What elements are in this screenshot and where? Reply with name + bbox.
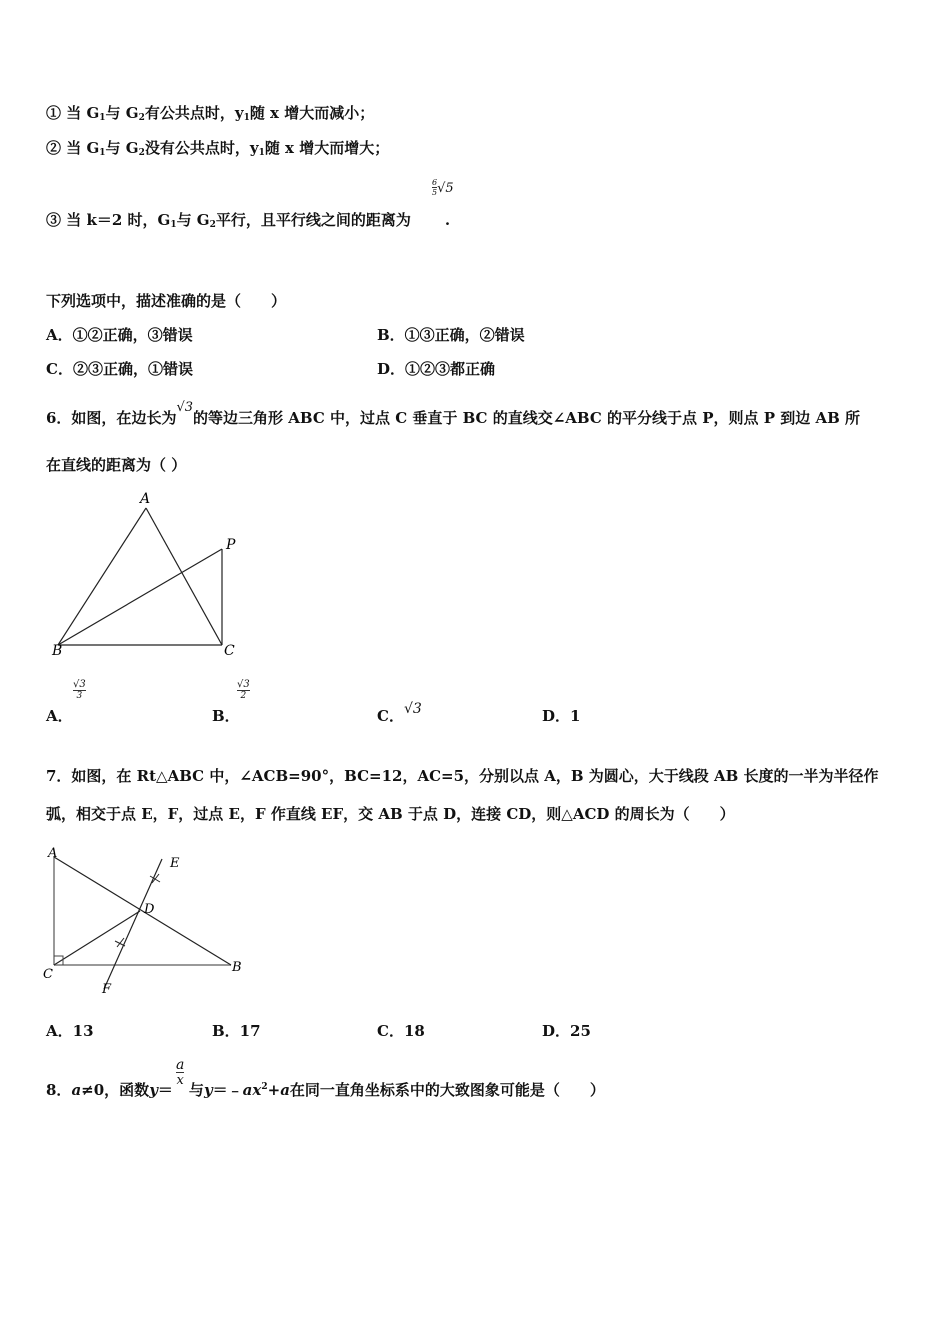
q7-label-c: C — [43, 967, 53, 982]
statement-text: ① 当 G — [46, 104, 100, 122]
q5-prompt: 下列选项中，描述准确的是（ ） — [46, 292, 287, 310]
fraction-den: x — [176, 1073, 184, 1088]
option-label: A． — [46, 707, 73, 725]
statement-2 — [46, 137, 389, 158]
fraction-num: √3 — [237, 679, 250, 690]
fraction-den: 3 — [73, 690, 86, 701]
subscript: 1 — [258, 148, 265, 158]
q8-text: ＝ — [157, 1081, 173, 1099]
q8-math: y — [149, 1081, 158, 1099]
statement-end: . — [444, 211, 451, 229]
q6-triangle-figure — [40, 485, 260, 660]
q8-text: ≠0，函数 — [81, 1081, 150, 1099]
q8-text: 与 — [188, 1081, 204, 1099]
q5-option-a[interactable]: A．①②正确，③错误 — [46, 326, 193, 344]
q6-question-line1 — [46, 400, 861, 428]
statement-text: 随 x 增大而减小； — [249, 104, 375, 122]
q7-option-b[interactable]: B．17 — [212, 1022, 261, 1040]
q6-side-radical: √3 — [176, 400, 194, 415]
q6-option-b-fraction — [237, 680, 250, 701]
q7-option-a[interactable]: A．13 — [46, 1022, 94, 1040]
statement-text: 随 x 增大而增大； — [264, 139, 390, 157]
q6-line-ac — [146, 508, 222, 645]
q7-label-a: A — [48, 846, 58, 861]
q7-triangle-figure — [40, 843, 260, 998]
q6-label-p: P — [226, 537, 236, 553]
q6-option-a[interactable] — [46, 705, 73, 726]
fraction-num: 6 — [432, 178, 438, 187]
q5-option-d[interactable]: D．①②③都正确 — [377, 360, 496, 378]
option-value: √3 — [403, 701, 422, 717]
q5-option-c[interactable]: C．②③正确，①错误 — [46, 360, 193, 378]
q6-label-c: C — [224, 643, 235, 659]
q8-text: 在同一直角坐标系中的大致图象可能是（ ） — [289, 1081, 605, 1099]
statement-text: ② 当 G — [46, 139, 100, 157]
statement-text: ③ 当 k＝2 时，G — [46, 211, 171, 229]
q8-text: + — [267, 1081, 281, 1099]
statement-text: 没有公共点时，y — [144, 139, 259, 157]
fraction-num: a — [176, 1057, 185, 1073]
q6-label-b: B — [52, 643, 63, 659]
q7-question-line2: 弧，相交于点 E，F，过点 E，F 作直线 EF，交 AB 于点 D，连接 CD，则△ACD 的周长为（ ） — [46, 805, 735, 823]
q5-option-b[interactable]: B．①③正确，②错误 — [377, 326, 525, 344]
subscript: 1 — [243, 113, 250, 123]
q6-option-c[interactable] — [377, 701, 422, 726]
q8-question — [46, 1079, 605, 1100]
fraction-den: 2 — [237, 690, 250, 701]
statement-text: 与 G — [176, 211, 210, 229]
q6-line-bp — [58, 549, 222, 645]
q7-label-d: D — [144, 902, 155, 917]
q6-text: 的等边三角形 ABC 中，过点 C 垂直于 BC 的直线交∠ABC 的平分线于点 P，则点 P 到边 AB 所 — [193, 409, 861, 427]
q7-label-b: B — [232, 960, 242, 975]
q7-option-c[interactable]: C．18 — [377, 1022, 425, 1040]
q8-math: y — [203, 1081, 213, 1099]
superscript: 2 — [261, 1082, 268, 1092]
statement-1 — [46, 102, 374, 123]
option-label: C． — [377, 707, 404, 725]
q6-question-line2: 在直线的距离为（ ） — [46, 456, 187, 474]
q7-label-e: E — [170, 856, 180, 871]
subscript: 2 — [209, 220, 216, 230]
option-label: B． — [212, 707, 240, 725]
fraction-num: √3 — [73, 679, 86, 690]
q8-text: ＝﹣ — [212, 1081, 243, 1099]
q8-text: 8． — [46, 1081, 72, 1099]
statement-text: 与 G — [105, 104, 139, 122]
distance-formula — [432, 178, 454, 197]
q8-math: a — [280, 1081, 290, 1099]
subscript: 1 — [170, 220, 177, 230]
q8-math: ax — [242, 1081, 262, 1099]
radical: √5 — [437, 181, 454, 196]
statement-3 — [46, 209, 450, 230]
q6-text: 6．如图，在边长为 — [46, 409, 177, 427]
subscript: 2 — [138, 148, 145, 158]
q6-label-a: A — [140, 491, 151, 507]
q7-question-line1: 7．如图，在 Rt△ABC 中，∠ACB=90°，BC=12，AC=5，分别以点 A，B 为圆心，大于线段 AB 长度的一半为半径作 — [46, 767, 879, 785]
q8-fraction — [176, 1058, 184, 1087]
subscript: 1 — [99, 113, 106, 123]
q6-option-b[interactable] — [212, 705, 240, 726]
q7-label-f: F — [102, 982, 112, 997]
q6-line-ab — [58, 508, 146, 645]
statement-text: 平行，且平行线之间的距离为 — [215, 211, 411, 229]
q6-option-a-fraction — [73, 680, 86, 701]
q7-option-d[interactable]: D．25 — [542, 1022, 591, 1040]
subscript: 1 — [99, 148, 106, 158]
statement-text: 与 G — [105, 139, 139, 157]
q6-option-d[interactable]: D．1 — [542, 707, 581, 725]
fraction-den: 5 — [432, 188, 438, 197]
statement-text: 有公共点时，y — [144, 104, 244, 122]
subscript: 2 — [138, 113, 145, 123]
q8-math: a — [71, 1081, 82, 1099]
